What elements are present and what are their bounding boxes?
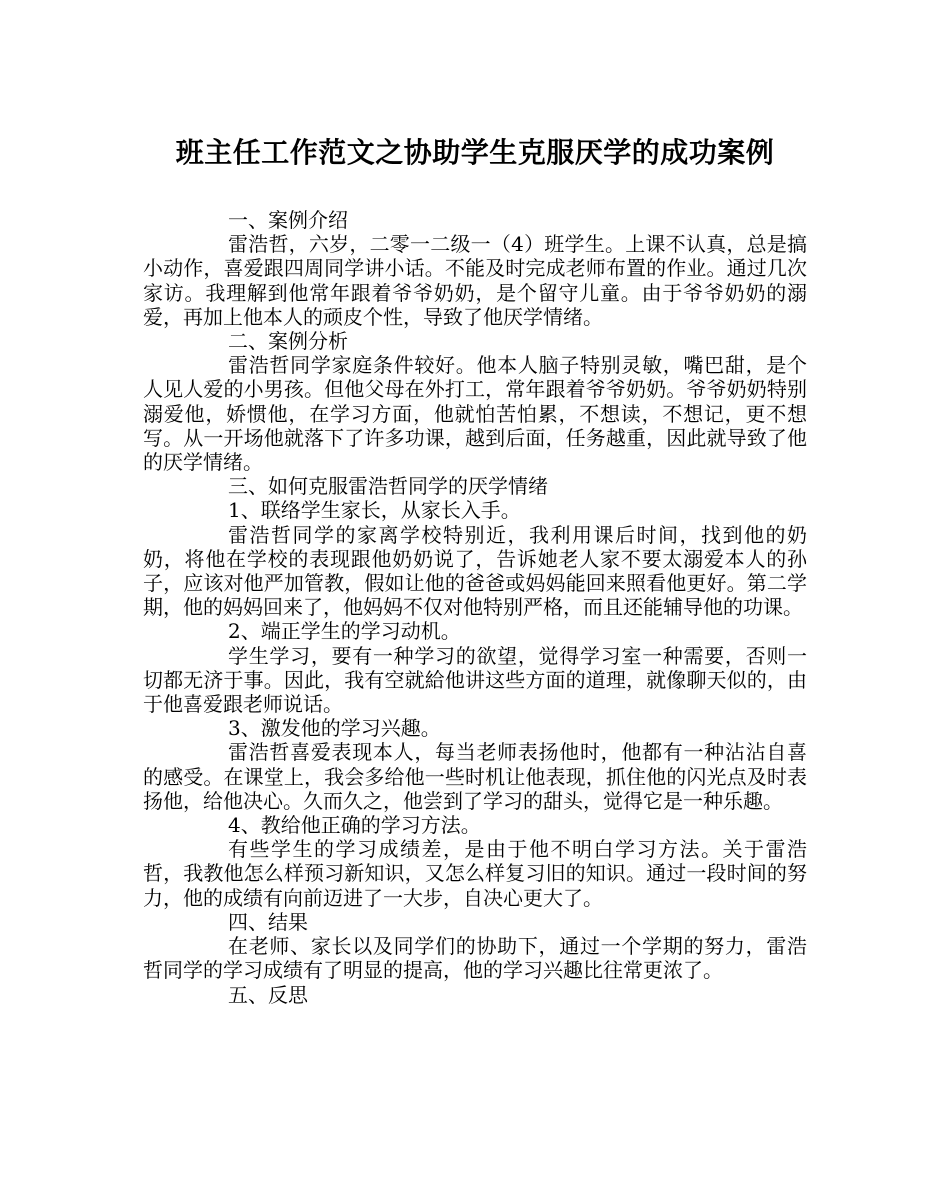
subheading-contact-parents: 1、联络学生家长，从家长入手。 xyxy=(228,498,521,523)
paragraph-case-analysis: 雷浩哲同学家庭条件较好。他本人脑子特别灵敏，嘴巴甜，是个人见人爱的小男孩。但他父母在外打工，常年跟着爷爷奶奶。爷爷奶奶特别溺爱他，娇惯他，在学习方面，他就怕苦怕累，不想读，不想记，更不想写。从一开场他就落下了许多功课，越到后面，任务越重，因此就导致了他的厌学情绪。 xyxy=(143,353,807,475)
paragraph-interest: 雷浩哲喜爱表现本人，每当老师表扬他时，他都有一种沾沾自喜的感受。在课堂上，我会多给他一些时机让他表现，抓住他的闪光点及时表扬他，给他决心。久而久之，他尝到了学习的甜头，觉得它是一种乐趣。 xyxy=(143,740,807,813)
section-heading-result: 四、结果 xyxy=(228,909,308,934)
document-body xyxy=(143,208,807,1007)
paragraph-method: 有些学生的学习成绩差，是由于他不明白学习方法。关于雷浩哲，我教他怎么样预习新知识，又怎么样复习旧的知识。通过一段时间的努力，他的成绩有向前迈进了一大步，自决心更大了。 xyxy=(143,837,807,910)
subheading-interest: 3、激发他的学习兴趣。 xyxy=(228,716,441,741)
paragraph-result: 在老师、家长以及同学们的协助下，通过一个学期的努力，雷浩哲同学的学习成绩有了明显的提高，他的学习兴趣比往常更浓了。 xyxy=(143,934,807,983)
paragraph-case-intro: 雷浩哲，六岁，二零一二级一（4）班学生。上课不认真，总是搞小动作，喜爱跟四周同学讲小话。不能及时完成老师布置的作业。通过几次家访。我理解到他常年跟着爷爷奶奶，是个留守儿童。由于爷爷奶奶的溺爱，再加上他本人的顽皮个性，导致了他厌学情绪。 xyxy=(143,232,807,329)
section-heading-case-analysis: 二、案例分析 xyxy=(228,329,348,354)
paragraph-contact-parents: 雷浩哲同学的家离学校特别近，我利用课后时间，找到他的奶奶，将他在学校的表现跟他奶奶说了，告诉她老人家不要太溺爱本人的孙子，应该对他严加管教，假如让他的爸爸或妈妈能回来照看他更好。第二学期，他的妈妈回来了，他妈妈不仅对他特别严格，而且还能辅导他的功课。 xyxy=(143,522,807,620)
subheading-method: 4、教给他正确的学习方法。 xyxy=(228,813,481,838)
paragraph-motivation: 学生学习，要有一种学习的欲望，觉得学习室一种需要，否则一切都无济于事。因此，我有空就給他讲这些方面的道理，就像聊天似的，由于他喜爱跟老师说话。 xyxy=(143,643,807,717)
subheading-motivation: 2、端正学生的学习动机。 xyxy=(228,619,461,644)
document-title: 班主任工作范文之协助学生克服厌学的成功案例 xyxy=(175,136,775,169)
section-heading-overcome: 三、如何克服雷浩哲同学的厌学情绪 xyxy=(228,474,548,499)
section-heading-reflection: 五、反思 xyxy=(228,982,308,1007)
section-heading-case-intro: 一、案例介绍 xyxy=(228,208,348,232)
